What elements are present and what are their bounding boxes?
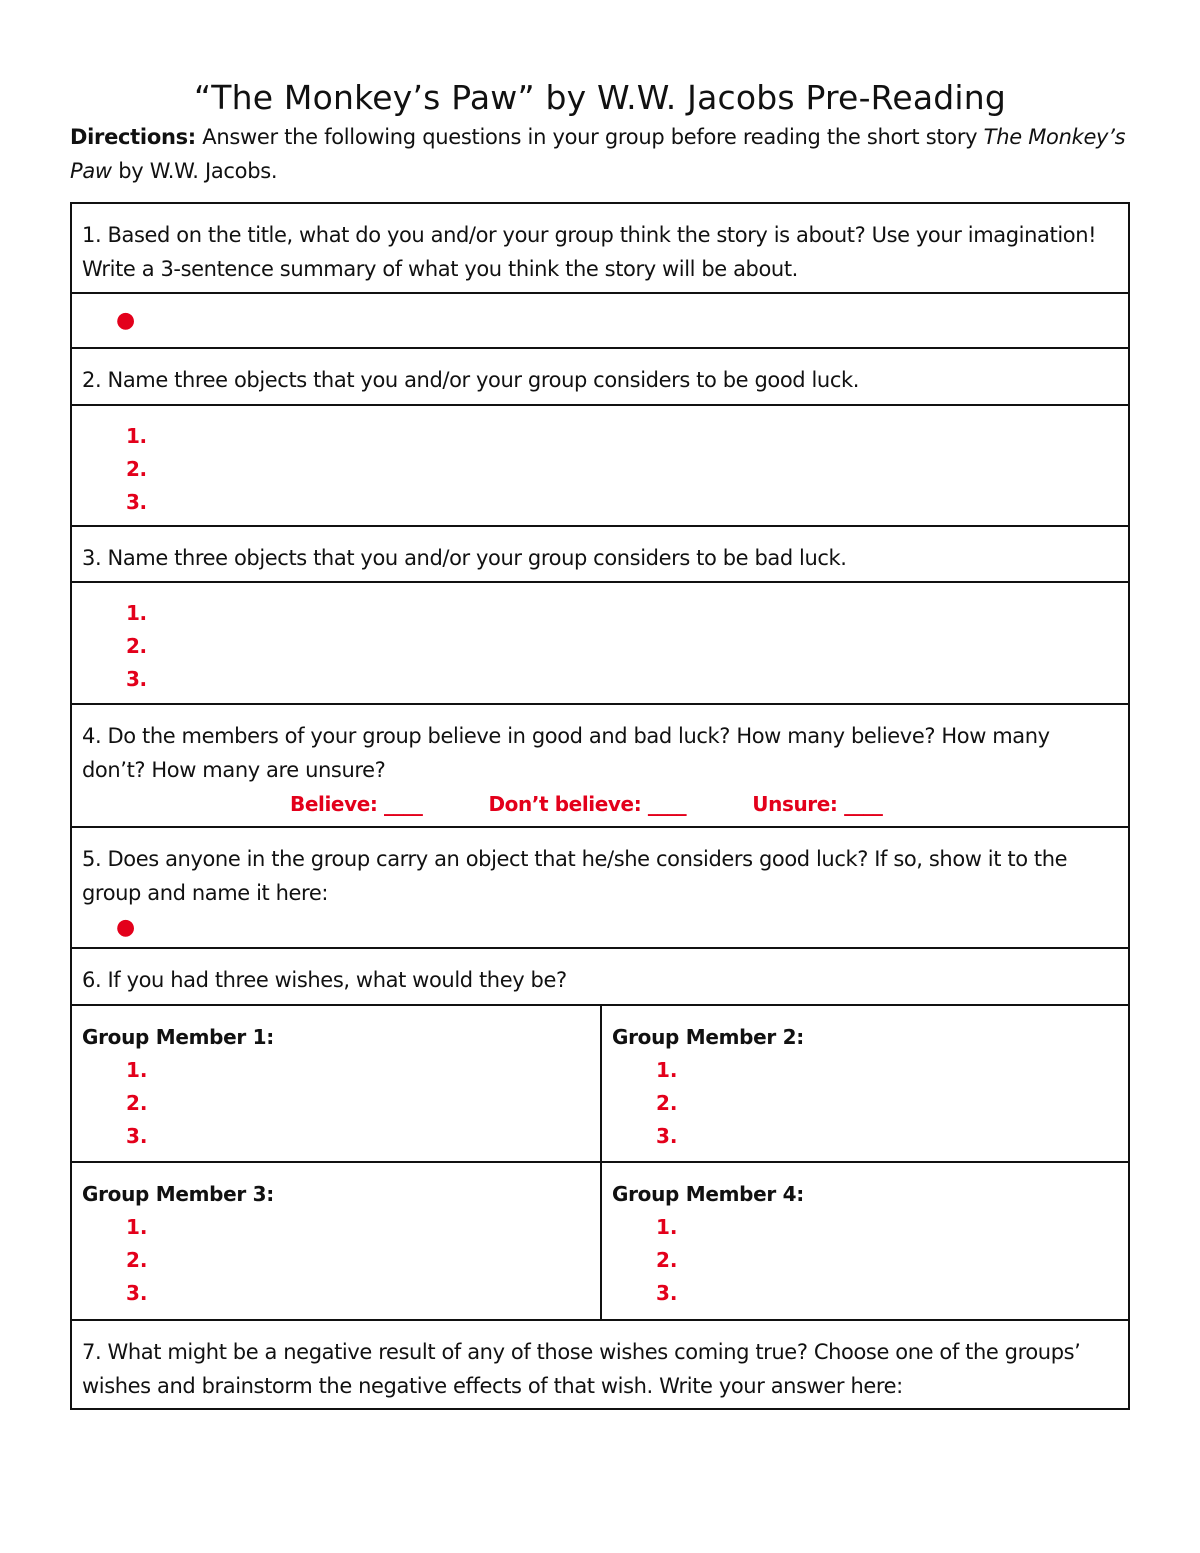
list-number: 1.: [126, 1058, 148, 1082]
list-number: 3.: [126, 1281, 148, 1305]
wish-list: [612, 1054, 1118, 1153]
question-2: 2. Name three objects that you and/or your group considers to be good luck.: [72, 349, 1128, 406]
bullet-icon[interactable]: ●: [116, 915, 135, 940]
believe-count[interactable]: Believe: ____: [290, 792, 423, 816]
wish-list: [82, 1211, 590, 1310]
list-number: 3.: [656, 1124, 678, 1148]
wish-list: [82, 1054, 590, 1153]
wishes-row-2: [72, 1163, 1128, 1321]
list-number: 2.: [126, 457, 147, 481]
member-label: Group Member 1:: [82, 1025, 274, 1049]
answer-1[interactable]: [72, 294, 1128, 349]
page-title: “The Monkey’s Paw” by W.W. Jacobs Pre-Reading: [193, 78, 1007, 117]
list-number: 3.: [126, 667, 147, 691]
wishes-row-1: [72, 1006, 1128, 1163]
question-3: 3. Name three objects that you and/or your group considers to be bad luck.: [72, 527, 1128, 583]
list-number: 1.: [656, 1058, 678, 1082]
wish-list: [612, 1211, 1118, 1310]
list-number: 2.: [126, 634, 147, 658]
answer-list: [82, 420, 1118, 519]
belief-counts: [82, 787, 1118, 821]
question-1: 1. Based on the title, what do you and/or your group think the story is about? Use your imagination! Write a 3-sentence summary of what you think the story will be about.: [72, 204, 1128, 294]
bullet-icon: ●: [116, 308, 135, 333]
directions-text: Answer the following questions in your group before reading the short story: [195, 125, 984, 149]
directions-text-end: by W.W. Jacobs.: [111, 159, 278, 183]
question-7[interactable]: 7. What might be a negative result of any of those wishes coming true? Choose one of the groups’ wishes and brainstorm the negative effects of that wish. Write your answer here:: [82, 1340, 1081, 1398]
question-4-text: 4. Do the members of your group believe in good and bad luck? How many believe? How many don’t? How many are unsure?: [82, 724, 1050, 782]
worksheet-page: [70, 78, 1130, 1410]
list-number: 3.: [126, 1124, 148, 1148]
dont-believe-count[interactable]: Don’t believe: ____: [488, 792, 687, 816]
list-number: 2.: [656, 1091, 678, 1115]
question-4: [72, 705, 1128, 828]
list-number: 2.: [126, 1091, 148, 1115]
list-number: 3.: [126, 490, 147, 514]
question-5-text: 5. Does anyone in the group carry an object that he/she considers good luck? If so, show it to the group and name it here:: [82, 847, 1068, 905]
answer-list: [82, 597, 1118, 696]
list-number: 1.: [656, 1215, 678, 1239]
list-number: 1.: [126, 601, 147, 625]
answer-2[interactable]: [72, 406, 1128, 527]
member-label: Group Member 2:: [612, 1025, 804, 1049]
list-number: 1.: [126, 424, 147, 448]
directions-label: Directions:: [70, 125, 196, 149]
member-label: Group Member 3:: [82, 1182, 274, 1206]
member-cell[interactable]: [600, 1006, 1128, 1161]
member-label: Group Member 4:: [612, 1182, 804, 1206]
directions: [70, 120, 1130, 188]
list-number: 2.: [126, 1248, 148, 1272]
story-title: The Monkey’s Paw: [70, 125, 1126, 183]
question-6: 6. If you had three wishes, what would they be?: [72, 949, 1128, 1006]
list-number: 2.: [656, 1248, 678, 1272]
member-cell[interactable]: [72, 1006, 600, 1161]
list-number: 3.: [656, 1281, 678, 1305]
member-cell[interactable]: [72, 1163, 600, 1319]
question-table: [70, 202, 1130, 1410]
question-5: [72, 828, 1128, 949]
member-cell[interactable]: [600, 1163, 1128, 1319]
list-number: 1.: [126, 1215, 148, 1239]
unsure-count[interactable]: Unsure: ____: [752, 792, 883, 816]
answer-3[interactable]: [72, 583, 1128, 705]
